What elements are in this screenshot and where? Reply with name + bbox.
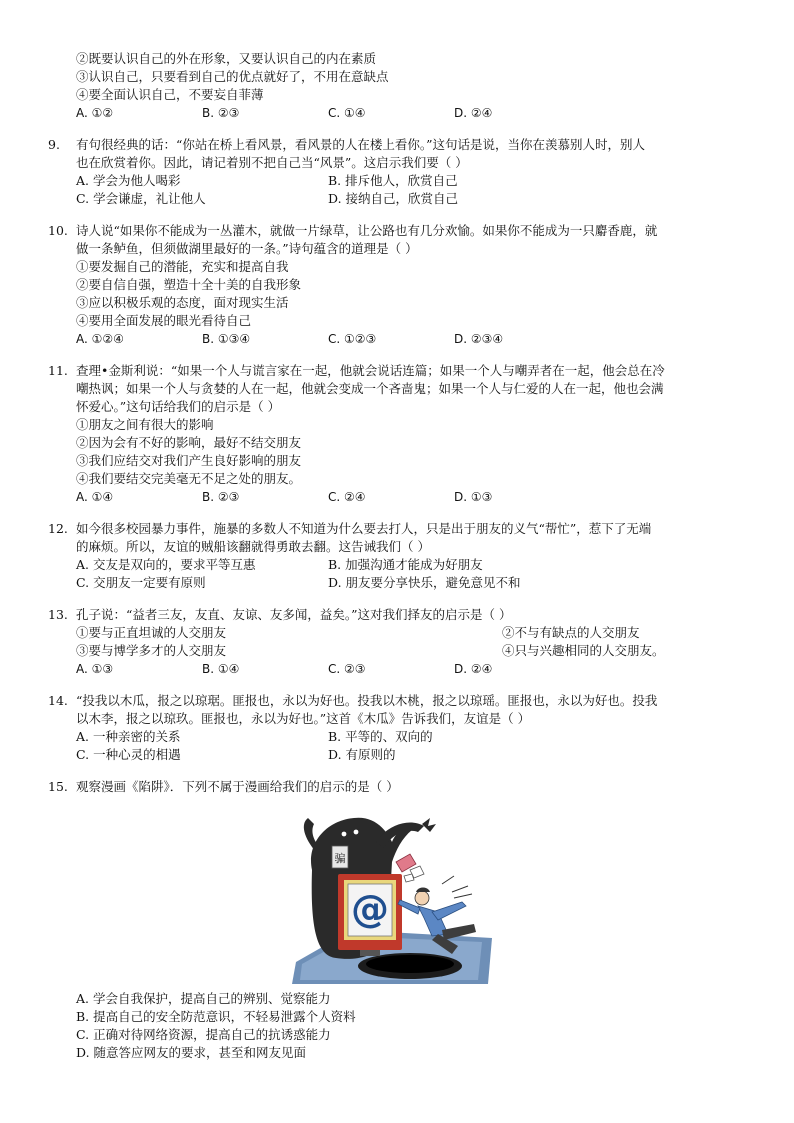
q12-option-b[interactable]: B. 加强沟通才能成为好朋友 <box>328 557 483 572</box>
q13-statement-2: ②不与有缺点的人交朋友 <box>502 625 640 640</box>
q11-option-d[interactable]: D. ①③ <box>454 490 493 504</box>
q11-text-line-2: 嘲热讽；如果一个人与贪婪的人在一起，他就会变成一个吝啬鬼；如果一个人与仁爱的人在一起，他也会满 <box>76 381 664 396</box>
q11-text-line-3: 怀爱心。”这句话给我们的启示是（ ） <box>76 399 281 414</box>
q10-option-c[interactable]: C. ①②③ <box>328 332 377 346</box>
q8-option-b[interactable]: B. ②③ <box>202 106 240 120</box>
q8-statement-2: ②既要认识自己的外在形象，又要认识自己的内在素质 <box>76 51 377 66</box>
q15-option-c[interactable]: C. 正确对待网络资源，提高自己的抗诱惑能力 <box>76 1027 331 1042</box>
q9-option-a[interactable]: A. 学会为他人喝彩 <box>76 173 181 188</box>
q13-option-d[interactable]: D. ②④ <box>454 662 493 676</box>
q13-option-b[interactable]: B. ①④ <box>202 662 240 676</box>
q15-option-a[interactable]: A. 学会自我保护，提高自己的辨别、觉察能力 <box>76 991 331 1006</box>
q11-statement-1: ①朋友之间有很大的影响 <box>76 417 214 432</box>
q9-text-line-1: 有句很经典的话：“你站在桥上看风景，看风景的人在楼上看你。”这句话是说，当你在羡慕别人时，别人 <box>76 137 646 152</box>
q8-statement-4: ④要全面认识自己，不要妄自菲薄 <box>76 87 264 102</box>
q11-option-b[interactable]: B. ②③ <box>202 490 240 504</box>
q10-statement-3: ③应以积极乐观的态度，面对现实生活 <box>76 295 289 310</box>
q14-option-b[interactable]: B. 平等的、双向的 <box>328 729 433 744</box>
q10-text-line-2: 做一条鲈鱼，但须做湖里最好的一条。”诗句蕴含的道理是（ ） <box>76 241 418 256</box>
q12-option-a[interactable]: A. 交友是双向的，要求平等互惠 <box>76 557 256 572</box>
q9-option-b[interactable]: B. 排斥他人，欣赏自己 <box>328 173 458 188</box>
q11-text-line-1: 查理•金斯利说：“如果一个人与谎言家在一起，他就会说话连篇；如果一个人与嘲弄者在一起，他会总在冷 <box>76 363 665 378</box>
q14-option-c[interactable]: C. 一种心灵的相遇 <box>76 747 181 762</box>
q10-option-a[interactable]: A. ①②④ <box>76 332 124 346</box>
q9-text-line-2: 也在欣赏着你。因此，请记着别不把自己当“风景”。这启示我们要（ ） <box>76 155 468 170</box>
q10-statement-2: ②要自信自强，塑造十全十美的自我形象 <box>76 277 302 292</box>
q11-statement-3: ③我们应结交对我们产生良好影响的朋友 <box>76 453 302 468</box>
q11-statement-4: ④我们要结交完美毫无不足之处的朋友。 <box>76 471 302 486</box>
q12-text-line-2: 的麻烦。所以，友谊的贼船该翻就得勇敢去翻。这告诫我们（ ） <box>76 539 430 554</box>
q12-option-d[interactable]: D. 朋友要分享快乐，避免意见不和 <box>328 575 521 590</box>
q9-option-c[interactable]: C. 学会谦虚，礼让他人 <box>76 191 206 206</box>
q10-text-line-1: 诗人说“如果你不能成为一丛灌木，就做一片绿草，让公路也有几分欢愉。如果你不能成为一只麝香鹿，就 <box>76 223 658 238</box>
q15-option-b[interactable]: B. 提高自己的安全防范意识，不轻易泄露个人资料 <box>76 1009 356 1024</box>
q13-statement-4: ④只与兴趣相同的人交朋友。 <box>502 643 665 658</box>
q13-statement-1: ①要与正直坦诚的人交朋友 <box>76 625 227 640</box>
q13-statement-3: ③要与博学多才的人交朋友 <box>76 643 227 658</box>
trap-cartoon-icon <box>292 812 496 984</box>
q13-text-line-1: 孔子说：“益者三友，友直、友谅、友多闻，益矣。”这对我们择友的启示是（ ） <box>76 607 512 622</box>
screen-at-symbol: @ <box>351 887 389 931</box>
q9-option-d[interactable]: D. 接纳自己，欣赏自己 <box>328 191 459 206</box>
q15-option-d[interactable]: D. 随意答应网友的要求，甚至和网友见面 <box>76 1045 307 1060</box>
q15-text-line-1: 观察漫画《陷阱》．下列不属于漫画给我们的启示的是（ ） <box>76 779 399 794</box>
q14-option-a[interactable]: A. 一种亲密的关系 <box>76 729 181 744</box>
q8-option-a[interactable]: A. ①② <box>76 106 114 120</box>
q10-statement-1: ①要发掘自己的潜能，充实和提高自我 <box>76 259 289 274</box>
q8-statement-3: ③认识自己，只要看到自己的优点就好了，不用在意缺点 <box>76 69 389 84</box>
q15-number: 15. <box>48 779 68 794</box>
q10-option-b[interactable]: B. ①③④ <box>202 332 251 346</box>
cartoon-label: 骗 <box>334 852 346 865</box>
q11-statement-2: ②因为会有不好的影响，最好不结交朋友 <box>76 435 302 450</box>
q14-number: 14. <box>48 693 68 708</box>
q14-text-line-2: 以木李，报之以琼玖。匪报也，永以为好也。”这首《木瓜》告诉我们，友谊是（ ） <box>76 711 531 726</box>
q11-option-c[interactable]: C. ②④ <box>328 490 366 504</box>
q9-number: 9. <box>48 137 60 152</box>
q8-option-c[interactable]: C. ①④ <box>328 106 366 120</box>
q10-option-d[interactable]: D. ②③④ <box>454 332 504 346</box>
q10-number: 10. <box>48 223 68 238</box>
q11-option-a[interactable]: A. ①④ <box>76 490 114 504</box>
q13-number: 13. <box>48 607 68 622</box>
q12-text-line-1: 如今很多校园暴力事件，施暴的多数人不知道为什么要去打人，只是出于朋友的义气“帮忙”，惹下了无端 <box>76 521 652 536</box>
q12-option-c[interactable]: C. 交朋友一定要有原则 <box>76 575 206 590</box>
q11-number: 11. <box>48 363 68 378</box>
q13-option-a[interactable]: A. ①③ <box>76 662 114 676</box>
q10-statement-4: ④要用全面发展的眼光看待自己 <box>76 313 252 328</box>
q14-option-d[interactable]: D. 有原则的 <box>328 747 396 762</box>
q8-option-d[interactable]: D. ②④ <box>454 106 493 120</box>
q13-option-c[interactable]: C. ②③ <box>328 662 366 676</box>
q12-number: 12. <box>48 521 68 536</box>
q14-text-line-1: “投我以木瓜，报之以琼琚。匪报也，永以为好也。投我以木桃，报之以琼瑶。匪报也，永以为好也。投我 <box>76 693 658 708</box>
